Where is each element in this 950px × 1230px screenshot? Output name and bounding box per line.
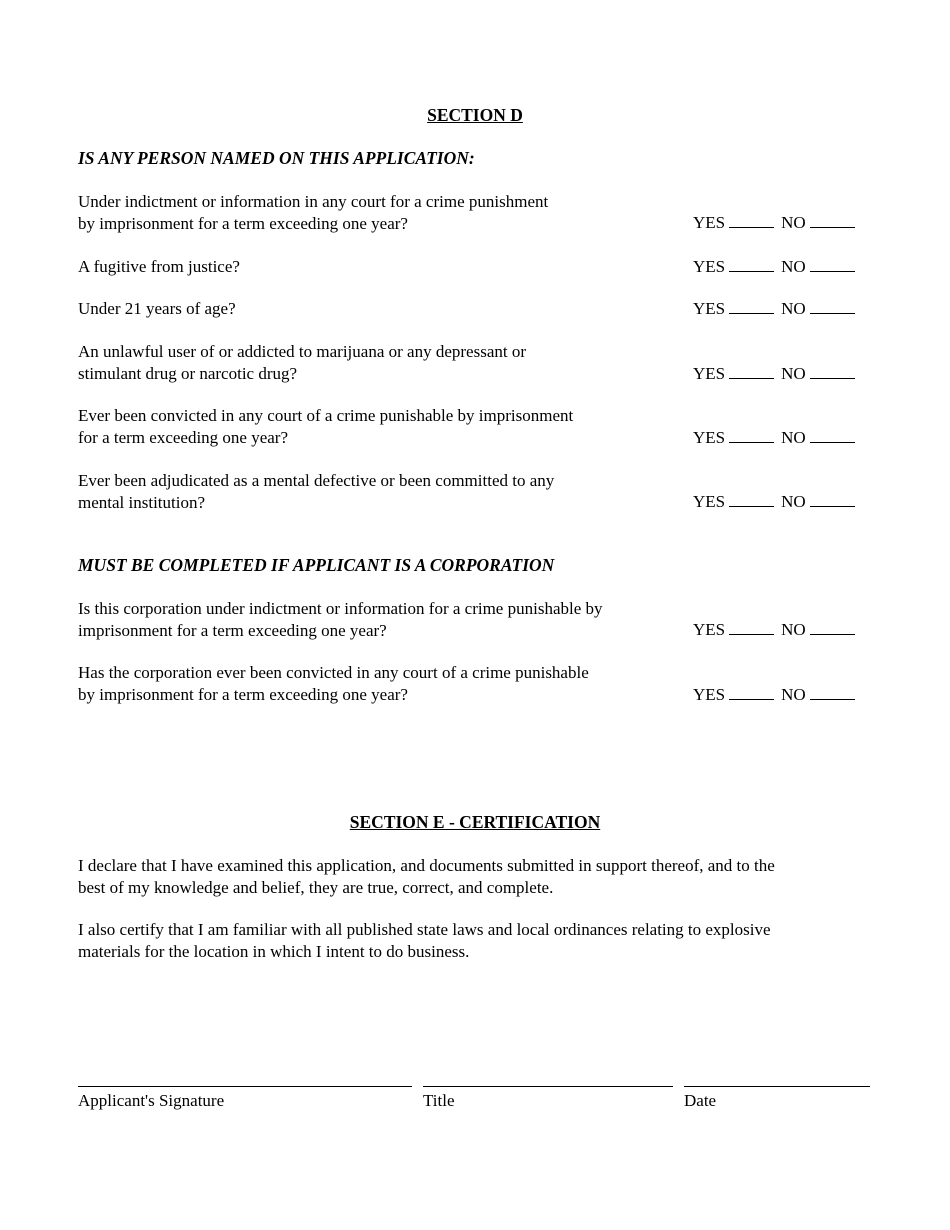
yes-label: YES xyxy=(693,299,726,318)
question-corp-indictment xyxy=(78,598,673,641)
no-blank[interactable] xyxy=(810,213,855,228)
yes-label: YES xyxy=(693,213,726,232)
section-d-heading: IS ANY PERSON NAMED ON THIS APPLICATION: xyxy=(78,148,475,168)
question-drug-user xyxy=(78,341,673,384)
answer-drug-user xyxy=(693,363,855,385)
yes-label: YES xyxy=(693,257,726,276)
no-label: NO xyxy=(781,364,806,383)
yes-label: YES xyxy=(693,685,726,704)
yes-blank[interactable] xyxy=(729,364,774,379)
yes-blank[interactable] xyxy=(729,257,774,272)
question-mental xyxy=(78,470,673,513)
yes-blank[interactable] xyxy=(729,620,774,635)
corporation-heading: MUST BE COMPLETED IF APPLICANT IS A CORPORATION xyxy=(78,555,555,575)
date-label: Date xyxy=(684,1091,717,1110)
question-line: stimulant drug or narcotic drug? xyxy=(78,363,298,383)
question-line: Under indictment or information in any court for a crime punishment xyxy=(78,192,549,211)
answer-corp-indictment xyxy=(693,619,855,641)
section-e-title: SECTION E - CERTIFICATION xyxy=(349,812,601,832)
paragraph-line: I also certify that I am familiar with all published state laws and local ordinances relating to explosive xyxy=(78,920,771,939)
question-convicted xyxy=(78,405,673,448)
answer-fugitive xyxy=(693,256,855,278)
section-d-title: SECTION D xyxy=(427,105,523,125)
no-label: NO xyxy=(781,257,806,276)
question-line: Ever been convicted in any court of a crime punishable by imprisonment xyxy=(78,406,574,425)
answer-age xyxy=(693,298,855,320)
question-age xyxy=(78,298,673,320)
question-line: Ever been adjudicated as a mental defective or been committed to any xyxy=(78,471,555,490)
yes-blank[interactable] xyxy=(729,428,774,443)
question-line: imprisonment for a term exceeding one year? xyxy=(78,620,387,640)
no-blank[interactable] xyxy=(810,299,855,314)
no-blank[interactable] xyxy=(810,685,855,700)
yes-blank[interactable] xyxy=(729,213,774,228)
question-indictment xyxy=(78,191,673,234)
no-blank[interactable] xyxy=(810,364,855,379)
no-blank[interactable] xyxy=(810,492,855,507)
no-blank[interactable] xyxy=(810,620,855,635)
question-line: Is this corporation under indictment or information for a crime punishable by xyxy=(78,599,603,618)
question-line: Has the corporation ever been convicted in any court of a crime punishable xyxy=(78,663,589,682)
question-line: An unlawful user of or addicted to marijuana or any depressant or xyxy=(78,342,526,361)
title-label: Title xyxy=(423,1091,455,1110)
applicant-signature-label: Applicant's Signature xyxy=(78,1091,225,1110)
question-line: A fugitive from justice? xyxy=(78,257,240,276)
answer-convicted xyxy=(693,427,855,449)
no-blank[interactable] xyxy=(810,428,855,443)
no-label: NO xyxy=(781,620,806,639)
answer-indictment xyxy=(693,212,855,234)
yes-label: YES xyxy=(693,620,726,639)
answer-mental xyxy=(693,491,855,513)
no-label: NO xyxy=(781,299,806,318)
certification-paragraph xyxy=(78,919,878,962)
paragraph-line: materials for the location in which I intent to do business. xyxy=(78,941,470,961)
date-line[interactable] xyxy=(684,1086,870,1087)
no-label: NO xyxy=(781,428,806,447)
question-line: Under 21 years of age? xyxy=(78,299,236,318)
no-blank[interactable] xyxy=(810,257,855,272)
question-line: mental institution? xyxy=(78,492,206,512)
no-label: NO xyxy=(781,213,806,232)
paragraph-line: I declare that I have examined this application, and documents submitted in support thereof, and to the xyxy=(78,856,775,875)
title-line[interactable] xyxy=(423,1086,673,1087)
declaration-paragraph xyxy=(78,855,878,898)
yes-blank[interactable] xyxy=(729,492,774,507)
yes-blank[interactable] xyxy=(729,685,774,700)
yes-label: YES xyxy=(693,428,726,447)
question-line: for a term exceeding one year? xyxy=(78,427,289,447)
question-line: by imprisonment for a term exceeding one year? xyxy=(78,213,408,233)
paragraph-line: best of my knowledge and belief, they are true, correct, and complete. xyxy=(78,877,554,897)
answer-corp-convicted xyxy=(693,684,855,706)
no-label: NO xyxy=(781,685,806,704)
question-corp-convicted xyxy=(78,662,673,705)
yes-label: YES xyxy=(693,492,726,511)
applicant-signature-line[interactable] xyxy=(78,1086,412,1087)
question-fugitive xyxy=(78,256,673,278)
yes-label: YES xyxy=(693,364,726,383)
yes-blank[interactable] xyxy=(729,299,774,314)
question-line: by imprisonment for a term exceeding one year? xyxy=(78,684,408,704)
no-label: NO xyxy=(781,492,806,511)
